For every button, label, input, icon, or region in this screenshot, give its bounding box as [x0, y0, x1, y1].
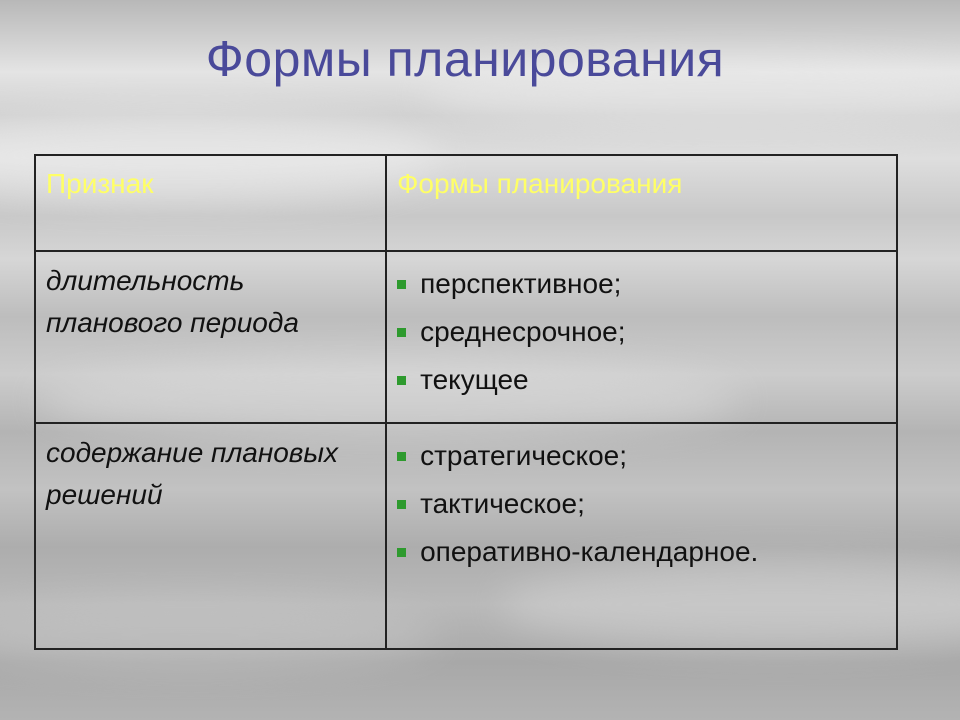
criterion-cell [35, 423, 386, 649]
header-forms: Формы планирования [386, 155, 897, 251]
square-bullet-icon [397, 452, 406, 461]
planning-forms-table [34, 154, 898, 650]
header-criterion: Признак [35, 155, 386, 251]
criterion-text: содержание плановых решений [46, 437, 339, 510]
form-label: текущее [420, 364, 529, 395]
form-label: стратегическое; [420, 440, 628, 471]
list-item [397, 260, 886, 308]
table-row [35, 251, 897, 423]
forms-list [397, 260, 886, 404]
form-label: перспективное; [420, 268, 622, 299]
form-label: среднесрочное; [420, 316, 626, 347]
criterion-cell [35, 251, 386, 423]
list-item [397, 432, 886, 480]
list-item [397, 356, 886, 404]
table-row [35, 423, 897, 649]
form-label: оперативно-календарное. [420, 536, 759, 567]
forms-cell [386, 251, 897, 423]
forms-cell [386, 423, 897, 649]
square-bullet-icon [397, 500, 406, 509]
criterion-text: длительность планового периода [46, 265, 299, 338]
table-header-row [35, 155, 897, 251]
slide-title: Формы планирования [205, 31, 725, 87]
form-label: тактическое; [420, 488, 585, 519]
forms-list [397, 432, 886, 576]
square-bullet-icon [397, 328, 406, 337]
list-item [397, 480, 886, 528]
square-bullet-icon [397, 376, 406, 385]
list-item [397, 308, 886, 356]
square-bullet-icon [397, 548, 406, 557]
list-item [397, 528, 886, 576]
square-bullet-icon [397, 280, 406, 289]
